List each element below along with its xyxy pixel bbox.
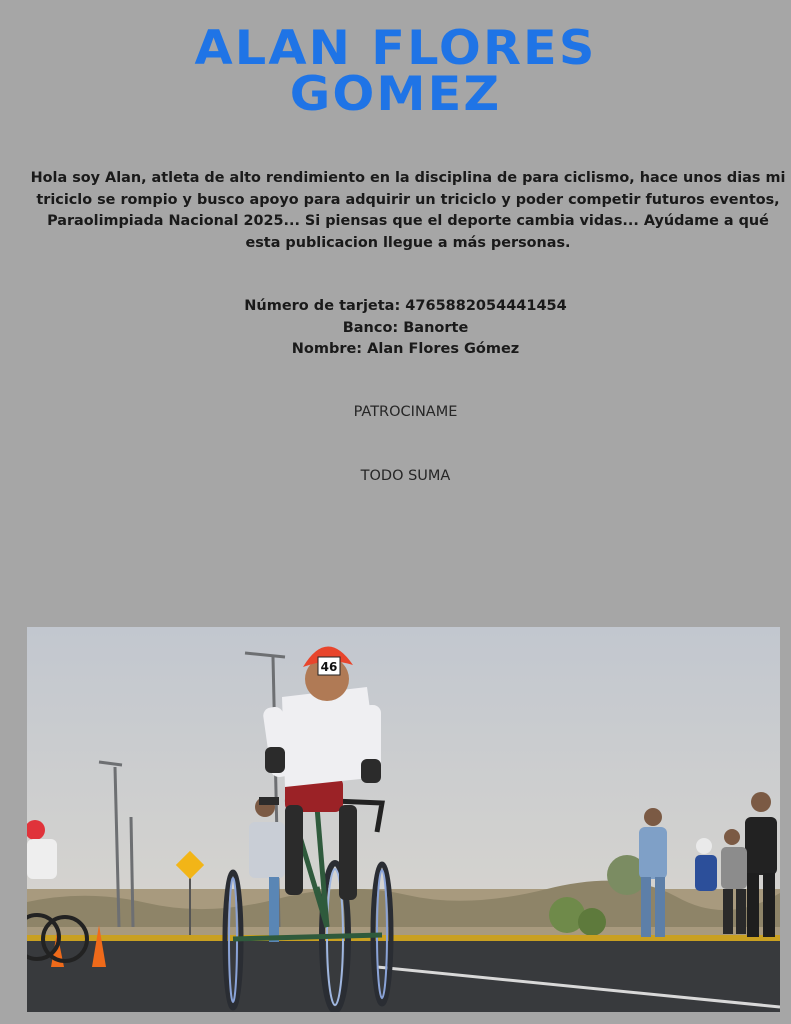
intro-paragraph: Hola soy Alan, atleta de alto rendimiento en la disciplina de para ciclismo, hace unos dias mi triciclo se rompio y busco apoyo para adquirir un triciclo y poder competir futuros eventos, Paraolimpiada Nacional 2025... Si piensas que el deporte cambia vidas... Ayúdame a qué esta publicacion llegue a más personas. (30, 170, 786, 251)
account-holder-name: Nombre: Alan Flores Gómez (291, 341, 520, 357)
sponsor-call: PATROCINAME (353, 404, 458, 420)
bank-name: Banco: Banorte (342, 319, 469, 336)
athlete-photo (27, 627, 780, 1012)
card-number: Número de tarjeta: 4765882054441454 (244, 298, 567, 314)
todo-suma-call: TODO SUMA (360, 468, 451, 484)
title-line-2: GOMEZ (289, 67, 502, 122)
road (27, 941, 780, 1012)
sky (27, 627, 780, 917)
bank-info (0, 296, 791, 361)
page-title (0, 21, 791, 122)
bib-number: 46 (320, 660, 338, 674)
title-line-1: ALAN FLORES (194, 21, 597, 76)
